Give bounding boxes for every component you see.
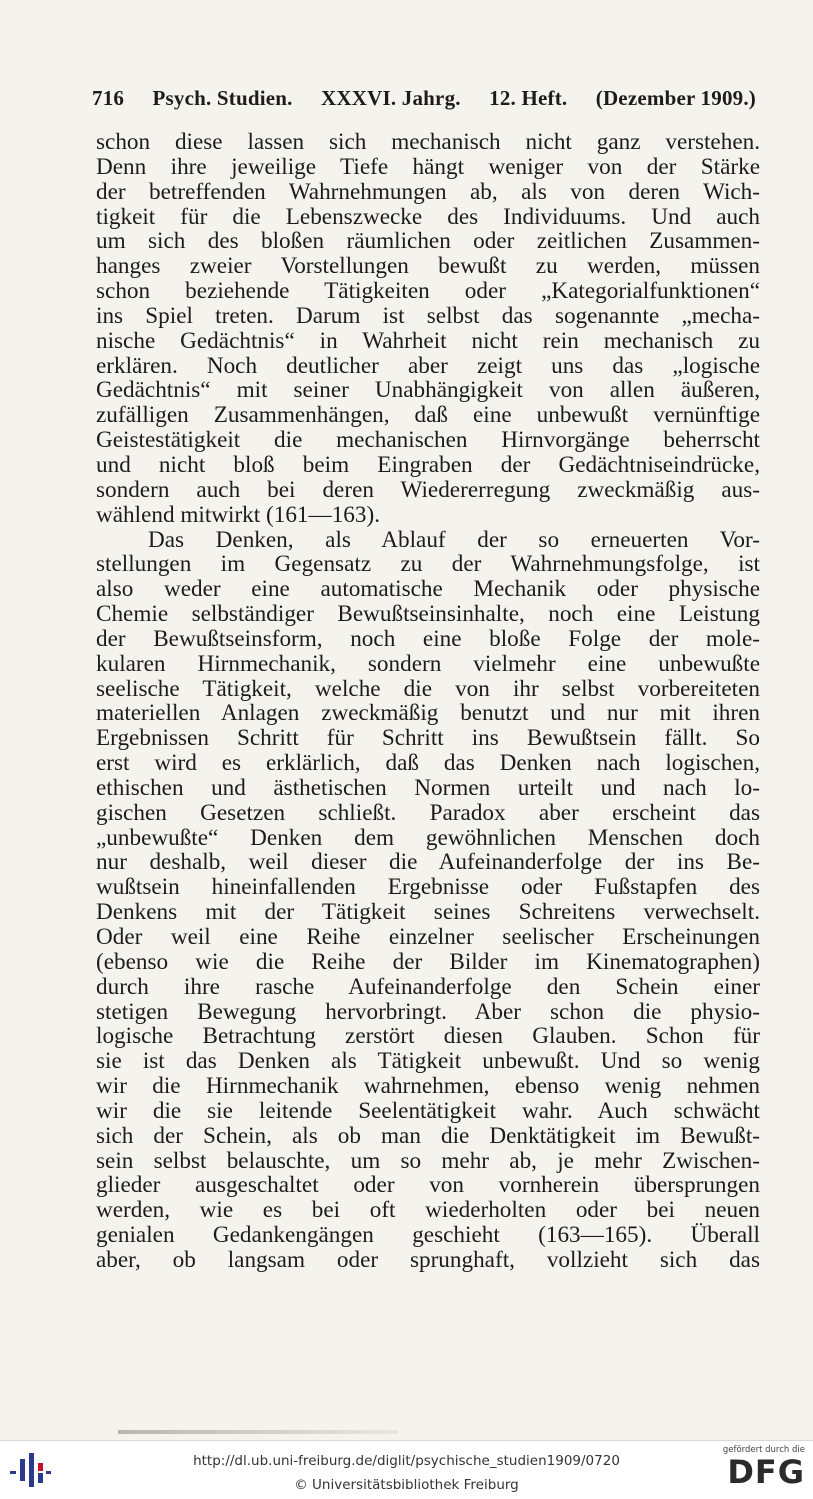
text-line: wir die sie leitende Seelentätigkeit wahr. Auch schwächt bbox=[96, 1097, 760, 1124]
text-line: Denkens mit der Tätigkeit seines Schreitens verwechselt. bbox=[96, 899, 760, 926]
text-line: Chemie selbständiger Bewußtseinsinhalte, noch eine Leistung bbox=[96, 601, 760, 628]
text-line: kularen Hirnmechanik, sondern vielmehr eine unbewußte bbox=[96, 650, 760, 677]
text-line: und nicht bloß beim Eingraben der Gedächtniseindrücke, bbox=[96, 451, 760, 478]
text-line: Gedächtnis“ mit seiner Unabhängigkeit von allen äußeren, bbox=[96, 377, 760, 404]
text-line: ethischen und ästhetischen Normen urteilt und nach lo- bbox=[96, 774, 760, 801]
issue-date: (Dezember 1909.) bbox=[595, 86, 756, 110]
dfg-tagline: gefördert durch die bbox=[722, 1445, 805, 1455]
permalink-url[interactable]: http://dl.ub.uni-freiburg.de/diglit/psychische_studien1909/0720 bbox=[193, 1453, 620, 1469]
journal-title: Psych. Studien. bbox=[152, 86, 293, 110]
text-line: hanges zweier Vorstellungen bewußt zu werden, müssen bbox=[96, 253, 760, 280]
text-line: schon beziehende Tätigkeiten oder „Kategorialfunktionen“ bbox=[96, 278, 760, 305]
text-line: glieder ausgeschaltet oder von vornherein übersprungen bbox=[96, 1172, 760, 1199]
text-line: der Bewußtseinsform, noch eine bloße Folge der mole- bbox=[96, 625, 760, 652]
text-line: sich der Schein, als ob man die Denktätigkeit im Bewußt- bbox=[96, 1122, 760, 1149]
text-line: Ergebnissen Schritt für Schritt ins Bewußtsein fällt. So bbox=[96, 725, 760, 752]
text-line: materiellen Anlagen zweckmäßig benutzt und nur mit ihren bbox=[96, 700, 760, 727]
text-line: tigkeit für die Lebenszwecke des Individuums. Und auch bbox=[96, 203, 760, 230]
text-line: aber, ob langsam oder sprunghaft, vollzieht sich das bbox=[96, 1246, 760, 1273]
text-line: stetigen Bewegung hervorbringt. Aber schon die physio- bbox=[96, 998, 760, 1025]
copyright-notice: © Universitätsbibliothek Freiburg bbox=[294, 1477, 519, 1493]
text-line: „unbewußte“ Denken dem gewöhnlichen Menschen doch bbox=[96, 824, 760, 851]
text-line: durch ihre rasche Aufeinanderfolge den Schein einer bbox=[96, 973, 760, 1000]
text-line: Denn ihre jeweilige Tiefe hängt weniger von der Stärke bbox=[96, 153, 760, 180]
running-header bbox=[92, 86, 756, 111]
body-text bbox=[96, 130, 760, 1273]
text-line: sondern auch bei deren Wiedererregung zweckmäßig aus- bbox=[96, 476, 760, 503]
text-line: zufälligen Zusammenhängen, daß eine unbewußt vernünftige bbox=[96, 402, 760, 429]
text-line: Oder weil eine Reihe einzelner seelischer Erscheinungen bbox=[96, 924, 760, 950]
text-line: wählend mitwirkt (161—163). bbox=[96, 501, 381, 528]
text-line: um sich des bloßen räumlichen oder zeitlichen Zusammen- bbox=[96, 228, 760, 255]
text-line: wir die Hirnmechanik wahrnehmen, ebenso wenig nehmen bbox=[96, 1073, 760, 1100]
page-number: 716 bbox=[92, 86, 125, 110]
text-line: erst wird es erklärlich, daß das Denken nach logischen, bbox=[96, 750, 760, 777]
text-line: ins Spiel treten. Darum ist selbst das sogenannte „mecha- bbox=[96, 302, 760, 329]
text-line: gischen Gesetzen schließt. Paradox aber erscheint das bbox=[96, 799, 760, 826]
text-line: erklären. Noch deutlicher aber zeigt uns das „logische bbox=[96, 352, 760, 379]
text-line: wußtsein hineinfallenden Ergebnisse oder Fußstapfen des bbox=[96, 874, 760, 901]
text-line: schon diese lassen sich mechanisch nicht ganz verstehen. bbox=[96, 129, 760, 155]
text-line: seelische Tätigkeit, welche die von ihr selbst vorbereiteten bbox=[96, 675, 760, 702]
dfg-logo-text: DFG bbox=[727, 1453, 805, 1491]
scan-smudge bbox=[118, 1430, 398, 1434]
text-line: Das Denken, als Ablauf der so erneuerten Vor- bbox=[148, 526, 760, 553]
text-line: werden, wie es bei oft wiederholten oder bei neuen bbox=[96, 1197, 760, 1224]
text-line: nische Gedächtnis“ in Wahrheit nicht rein mechanisch zu bbox=[96, 327, 760, 354]
text-line: sein selbst belauschte, um so mehr ab, je mehr Zwischen- bbox=[96, 1147, 760, 1174]
text-line: logische Betrachtung zerstört diesen Glauben. Schon für bbox=[96, 1023, 760, 1050]
volume-label: XXXVI. Jahrg. bbox=[321, 86, 461, 110]
issue-label: 12. Heft. bbox=[489, 86, 568, 110]
text-line: der betreffenden Wahrnehmungen ab, als von deren Wich- bbox=[96, 178, 760, 205]
text-line: Geistestätigkeit die mechanischen Hirnvorgänge beherrscht bbox=[96, 427, 760, 454]
text-line: also weder eine automatische Mechanik oder physische bbox=[96, 576, 760, 603]
text-line: sie ist das Denken als Tätigkeit unbewußt. Und so wenig bbox=[96, 1048, 760, 1075]
dfg-logo[interactable] bbox=[717, 1445, 805, 1497]
viewer-footer bbox=[0, 1440, 813, 1499]
text-line: nur deshalb, weil dieser die Aufeinanderfolge der ins Be- bbox=[96, 849, 760, 876]
text-line: stellungen im Gegensatz zu der Wahrnehmungsfolge, ist bbox=[96, 551, 760, 578]
text-line: (ebenso wie die Reihe der Bilder im Kinematographen) bbox=[96, 948, 760, 975]
text-line: genialen Gedankengängen geschieht (163—165). Überall bbox=[96, 1222, 760, 1249]
